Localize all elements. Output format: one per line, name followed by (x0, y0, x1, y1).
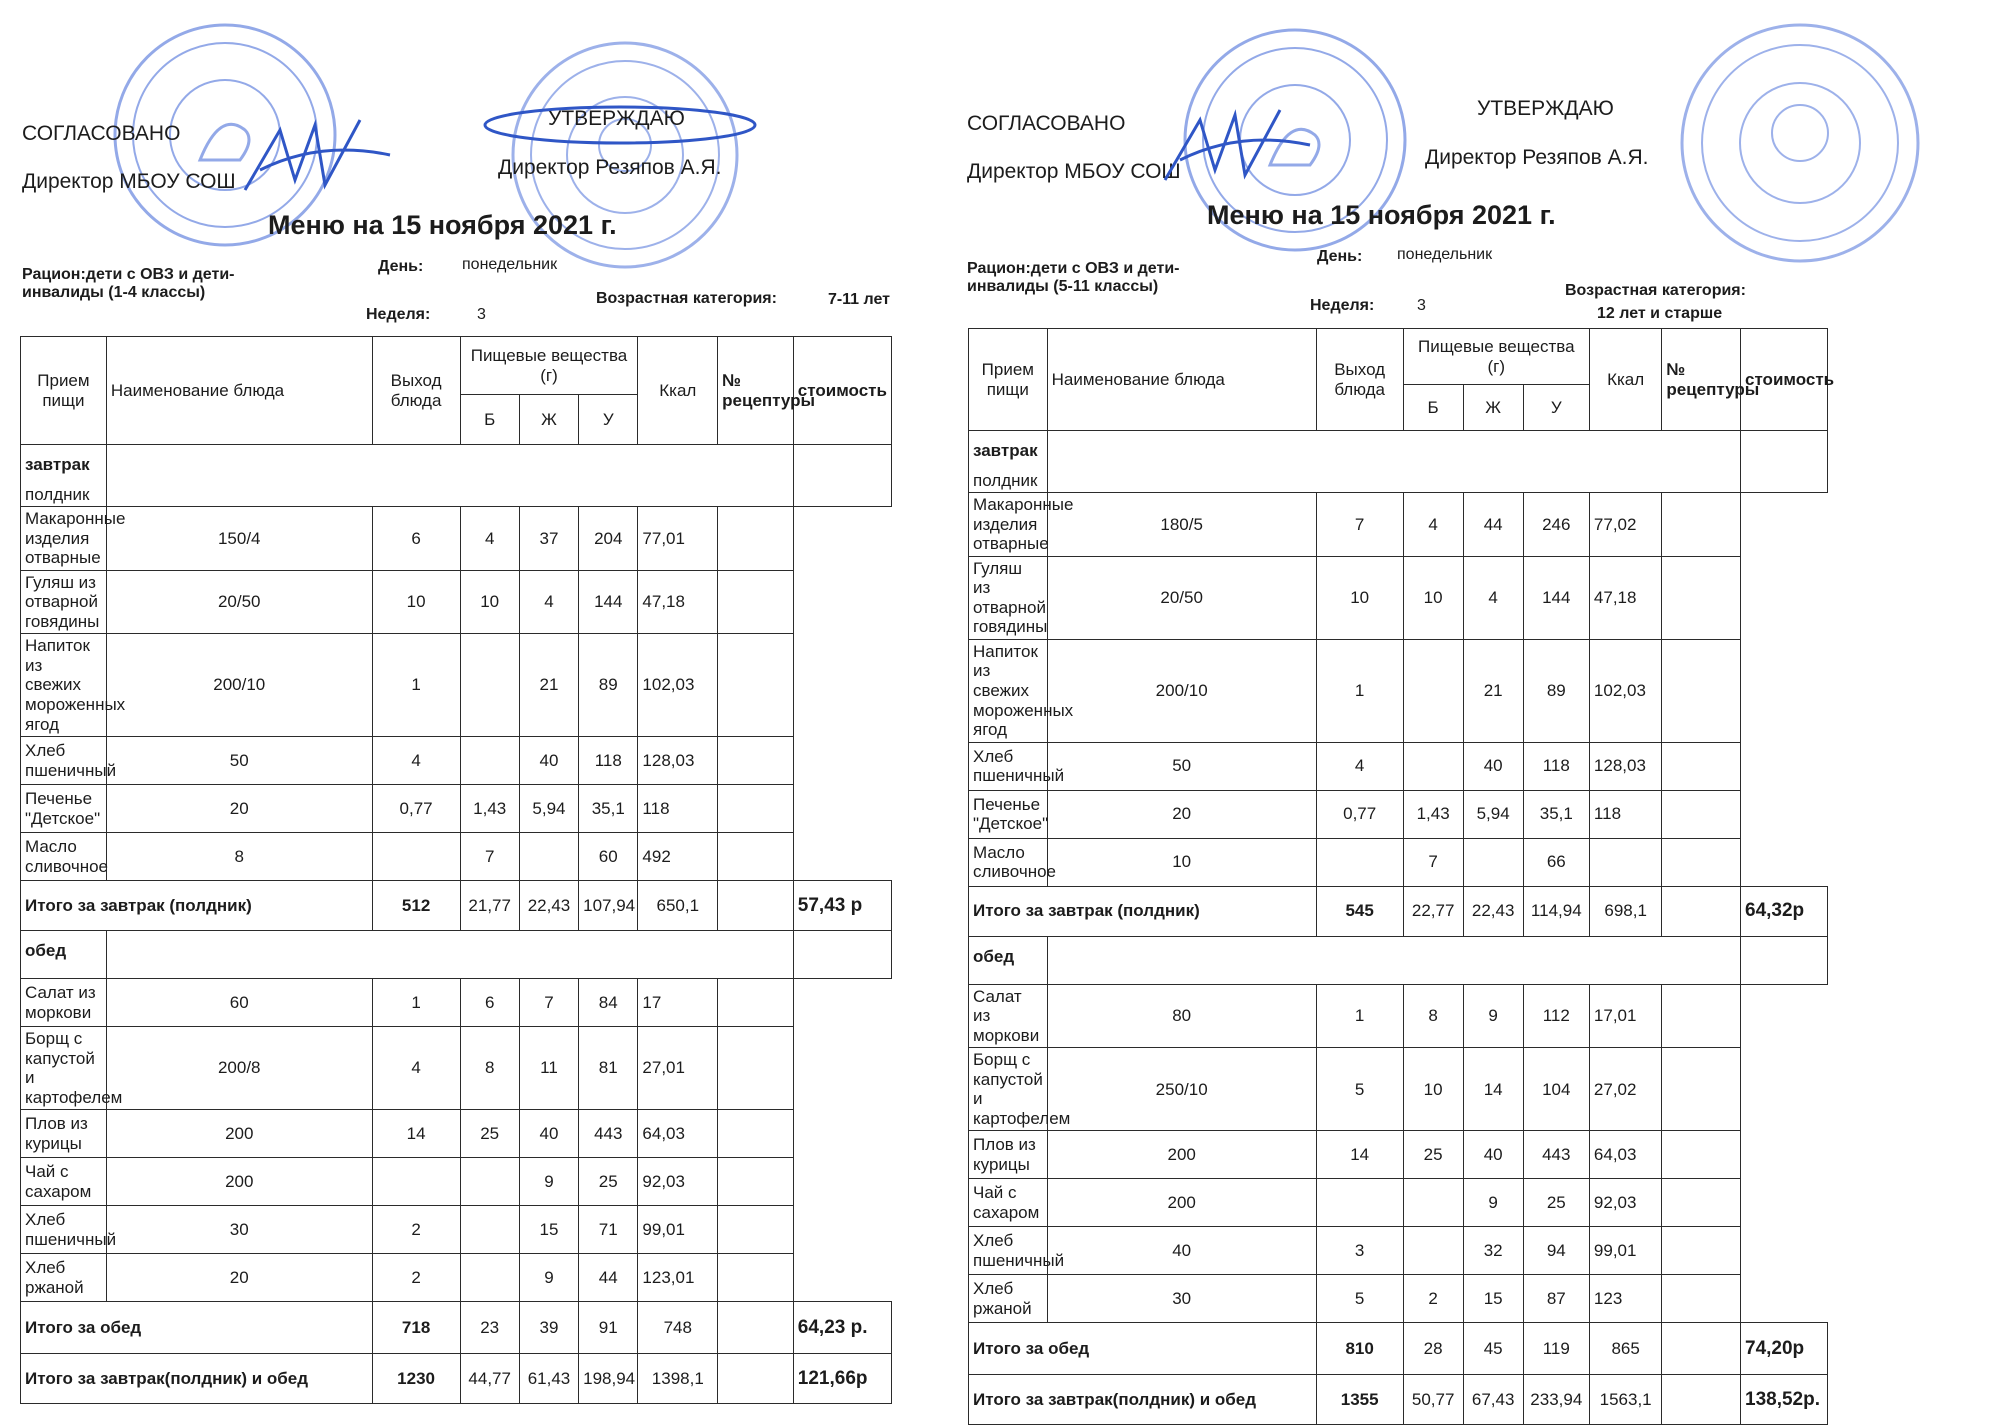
dish-protein (372, 833, 460, 881)
header-recipe: № рецептуры (1662, 329, 1741, 431)
dish-recipe: 64,03 (638, 1110, 718, 1158)
dish-carbs: 5,94 (519, 785, 578, 833)
dish-cost (1662, 639, 1741, 742)
dish-protein (1316, 1179, 1403, 1227)
dish-kcal: 112 (1523, 984, 1589, 1048)
dish-protein: 6 (372, 507, 460, 571)
dish-cost (718, 833, 794, 881)
dish-kcal: 118 (1523, 742, 1589, 790)
dish-fat (1403, 742, 1463, 790)
dish-carbs: 40 (519, 737, 578, 785)
dish-kcal: 144 (1523, 556, 1589, 639)
age-value: 12 лет и старше (1597, 305, 1723, 322)
header-u: У (579, 395, 638, 445)
dish-fat: 8 (460, 1027, 519, 1110)
dish-kcal: 89 (1523, 639, 1589, 742)
dish-recipe: 77,01 (638, 507, 718, 571)
ration-label: Рацион:дети с ОВЗ и дети-инвалиды (1-4 классы) (22, 266, 235, 302)
dish-carbs: 40 (1463, 1131, 1523, 1179)
dish-kcal: 246 (1523, 493, 1589, 557)
dish-protein: 0,77 (372, 785, 460, 833)
week-label: Неделя: (366, 306, 431, 323)
dish-protein: 2 (372, 1206, 460, 1254)
dish-fat (1403, 639, 1463, 742)
header-nutrients: Пищевые вещества (г) (460, 337, 638, 395)
table-row (969, 838, 1828, 886)
dish-protein: 1 (372, 979, 460, 1027)
dish-cost (1662, 1048, 1741, 1131)
dish-fat: 2 (1403, 1275, 1463, 1323)
table-row (21, 634, 892, 737)
dish-fat: 10 (460, 570, 519, 634)
dish-fat: 25 (1403, 1131, 1463, 1179)
day-value: понедельник (1397, 246, 1493, 263)
dish-protein: 5 (1316, 1275, 1403, 1323)
dish-recipe: 492 (638, 833, 718, 881)
dish-carbs: 9 (519, 1158, 578, 1206)
dish-name: Салат из моркови (21, 979, 107, 1027)
dish-recipe: 118 (1589, 790, 1661, 838)
dish-fat: 1,43 (1403, 790, 1463, 838)
dish-kcal: 35,1 (1523, 790, 1589, 838)
table-row (969, 556, 1828, 639)
dish-recipe: 27,02 (1589, 1048, 1661, 1131)
header-nutrients: Пищевые вещества (г) (1403, 329, 1589, 385)
dish-kcal: 25 (1523, 1179, 1589, 1227)
header-cost: стоимость (1741, 329, 1828, 431)
dish-carbs: 15 (1463, 1275, 1523, 1323)
dish-protein: 10 (372, 570, 460, 634)
grand-total-row: Итого за завтрак(полдник) и обед 1230 44,77 61,43 198,94 1398,1 121,66р (21, 1354, 892, 1404)
age-value: 7-11 лет (827, 291, 890, 308)
dish-kcal: 104 (1523, 1048, 1589, 1131)
table-row (21, 507, 892, 571)
header-recipe: № рецептуры (718, 337, 794, 445)
total-row: Итого за завтрак (полдник) 545 22,77 22,43 114,94 698,1 64,32р (969, 886, 1828, 936)
dish-fat: 10 (1403, 1048, 1463, 1131)
dish-protein (1316, 838, 1403, 886)
table-row (21, 1110, 892, 1158)
dish-fat: 25 (460, 1110, 519, 1158)
dish-protein: 1 (372, 634, 460, 737)
dish-recipe: 123 (1589, 1275, 1661, 1323)
dish-carbs: 11 (519, 1027, 578, 1110)
meal-lunch: обед (21, 931, 107, 979)
dish-kcal: 89 (579, 634, 638, 737)
dish-carbs (519, 833, 578, 881)
dish-carbs: 44 (1463, 493, 1523, 557)
table-row (21, 833, 892, 881)
page-title: Меню на 15 ноября 2021 г. (1207, 200, 1556, 230)
dish-cost (718, 1206, 794, 1254)
dish-fat (460, 737, 519, 785)
dish-output: 180/5 (1047, 493, 1316, 557)
meal-breakfast: завтрак полдник (21, 445, 107, 507)
dish-cost (1662, 790, 1741, 838)
dish-fat (460, 634, 519, 737)
header-kcal: Ккал (1589, 329, 1661, 431)
dish-name: Хлеб пшеничный (21, 1206, 107, 1254)
page-title: Меню на 15 ноября 2021 г. (268, 210, 617, 240)
dish-protein: 7 (1316, 493, 1403, 557)
agreed-by-label: Директор МБОУ СОШ (967, 160, 1181, 183)
dish-recipe: 102,03 (638, 634, 718, 737)
header-zh: Ж (1463, 385, 1523, 431)
dish-carbs: 15 (519, 1206, 578, 1254)
signature-icon (240, 110, 400, 205)
dish-cost (718, 785, 794, 833)
dish-recipe: 47,18 (1589, 556, 1661, 639)
dish-carbs: 37 (519, 507, 578, 571)
dish-output: 20 (106, 1254, 372, 1302)
grand-total-row: Итого за завтрак(полдник) и обед 1355 50,77 67,43 233,94 1563,1 138,52р. (969, 1375, 1828, 1425)
ration-label: Рацион:дети с ОВЗ и дети-инвалиды (5-11 классы) (967, 260, 1180, 296)
dish-kcal: 25 (579, 1158, 638, 1206)
dish-fat: 4 (460, 507, 519, 571)
approve-by-label: Директор Резяпов А.Я. (498, 156, 722, 179)
dish-recipe: 27,01 (638, 1027, 718, 1110)
day-label: День: (378, 258, 424, 275)
agreed-label: СОГЛАСОВАНО (967, 112, 1126, 135)
day-label: День: (1317, 248, 1363, 265)
dish-output: 200 (1047, 1131, 1316, 1179)
dish-recipe (1589, 838, 1661, 886)
header-cost: стоимость (793, 337, 891, 445)
dish-output: 20 (106, 785, 372, 833)
header-dish: Наименование блюда (1047, 329, 1316, 431)
dish-fat (460, 1254, 519, 1302)
dish-cost (1662, 1131, 1741, 1179)
dish-cost (1662, 1227, 1741, 1275)
dish-protein: 2 (372, 1254, 460, 1302)
dish-output: 200/10 (1047, 639, 1316, 742)
dish-cost (718, 737, 794, 785)
dish-cost (718, 1158, 794, 1206)
approve-by-label: Директор Резяпов А.Я. (1425, 146, 1649, 169)
dish-fat (1403, 1227, 1463, 1275)
dish-cost (1662, 1275, 1741, 1323)
header-meal: Прием пищи (21, 337, 107, 445)
dish-fat: 8 (1403, 984, 1463, 1048)
table-row (21, 737, 892, 785)
dish-output: 10 (1047, 838, 1316, 886)
dish-protein: 14 (372, 1110, 460, 1158)
table-row (969, 742, 1828, 790)
dish-name: Масло сливочное (969, 838, 1048, 886)
header-meal: Прием пищи (969, 329, 1048, 431)
dish-recipe: 92,03 (638, 1158, 718, 1206)
dish-recipe: 99,01 (638, 1206, 718, 1254)
menu-table (968, 328, 1835, 1425)
dish-recipe: 17,01 (1589, 984, 1661, 1048)
age-label: Возрастная категория: (596, 290, 777, 307)
dish-kcal: 443 (579, 1110, 638, 1158)
dish-output: 80 (1047, 984, 1316, 1048)
dish-name: Борщ с капустой и картофелем (21, 1027, 107, 1110)
dish-protein: 0,77 (1316, 790, 1403, 838)
dish-carbs: 14 (1463, 1048, 1523, 1131)
approve-label: УТВЕРЖДАЮ (1477, 97, 1614, 120)
week-label: Неделя: (1310, 297, 1375, 314)
dish-name: Макаронные изделия отварные (21, 507, 107, 571)
age-label: Возрастная категория: (1565, 282, 1746, 299)
dish-output: 30 (1047, 1275, 1316, 1323)
dish-recipe: 118 (638, 785, 718, 833)
dish-carbs: 9 (1463, 1179, 1523, 1227)
dish-kcal: 81 (579, 1027, 638, 1110)
dish-name: Хлеб ржаной (969, 1275, 1048, 1323)
signature-icon (1160, 100, 1320, 195)
table-row (969, 1275, 1828, 1323)
week-value: 3 (477, 306, 486, 323)
table-row (21, 1206, 892, 1254)
dish-output: 200 (106, 1110, 372, 1158)
menu-document-left (0, 0, 980, 1389)
dish-carbs: 9 (519, 1254, 578, 1302)
dish-output: 20/50 (1047, 556, 1316, 639)
dish-cost (718, 570, 794, 634)
dish-protein: 4 (1316, 742, 1403, 790)
dish-protein (372, 1158, 460, 1206)
dish-name: Гуляш из отварной говядины (21, 570, 107, 634)
table-row (21, 1254, 892, 1302)
dish-protein: 3 (1316, 1227, 1403, 1275)
header-dish: Наименование блюда (106, 337, 372, 445)
dish-recipe: 128,03 (1589, 742, 1661, 790)
dish-name: Макаронные изделия отварные (969, 493, 1048, 557)
dish-kcal: 443 (1523, 1131, 1589, 1179)
dish-carbs: 4 (519, 570, 578, 634)
dish-recipe: 128,03 (638, 737, 718, 785)
dish-output: 50 (106, 737, 372, 785)
dish-output: 30 (106, 1206, 372, 1254)
dish-fat (460, 1158, 519, 1206)
table-row (969, 493, 1828, 557)
director-stamp-icon (1675, 18, 1925, 273)
dish-kcal: 94 (1523, 1227, 1589, 1275)
dish-name: Хлеб пшеничный (21, 737, 107, 785)
table-row (969, 1048, 1828, 1131)
dish-protein: 5 (1316, 1048, 1403, 1131)
header-output: Выход блюда (372, 337, 460, 445)
dish-carbs: 40 (1463, 742, 1523, 790)
dish-carbs: 5,94 (1463, 790, 1523, 838)
dish-output: 60 (106, 979, 372, 1027)
table-row (969, 1227, 1828, 1275)
dish-carbs: 32 (1463, 1227, 1523, 1275)
meal-lunch: обед (969, 936, 1048, 984)
total-row: Итого за обед 810 28 45 119 865 74,20р (969, 1323, 1828, 1375)
dish-kcal: 66 (1523, 838, 1589, 886)
dish-kcal: 35,1 (579, 785, 638, 833)
dish-carbs: 21 (1463, 639, 1523, 742)
dish-name: Чай с сахаром (969, 1179, 1048, 1227)
dish-fat: 7 (460, 833, 519, 881)
dish-cost (1662, 838, 1741, 886)
dish-kcal: 60 (579, 833, 638, 881)
week-value: 3 (1417, 297, 1426, 314)
dish-protein: 1 (1316, 639, 1403, 742)
dish-recipe: 77,02 (1589, 493, 1661, 557)
table-row (969, 790, 1828, 838)
dish-kcal: 84 (579, 979, 638, 1027)
dish-fat: 4 (1403, 493, 1463, 557)
dish-name: Гуляш из отварной говядины (969, 556, 1048, 639)
approve-label: УТВЕРЖДАЮ (548, 107, 685, 130)
table-row (21, 1027, 892, 1110)
day-value: понедельник (462, 256, 558, 273)
dish-name: Печенье "Детское" (21, 785, 107, 833)
table-row (969, 984, 1828, 1048)
dish-recipe: 17 (638, 979, 718, 1027)
dish-kcal: 118 (579, 737, 638, 785)
table-row (21, 1158, 892, 1206)
table-row (21, 570, 892, 634)
dish-cost (1662, 984, 1741, 1048)
dish-protein: 10 (1316, 556, 1403, 639)
table-row (21, 979, 892, 1027)
agreed-label: СОГЛАСОВАНО (22, 122, 181, 145)
dish-fat (460, 1206, 519, 1254)
dish-carbs: 40 (519, 1110, 578, 1158)
dish-fat: 6 (460, 979, 519, 1027)
table-row (969, 1179, 1828, 1227)
dish-name: Масло сливочное (21, 833, 107, 881)
dish-kcal: 204 (579, 507, 638, 571)
dish-name: Напиток из свежих мороженных ягод (21, 634, 107, 737)
dish-protein: 1 (1316, 984, 1403, 1048)
dish-cost (1662, 556, 1741, 639)
dish-output: 250/10 (1047, 1048, 1316, 1131)
menu-table (20, 336, 892, 1404)
dish-kcal: 144 (579, 570, 638, 634)
dish-name: Плов из курицы (21, 1110, 107, 1158)
dish-cost (1662, 493, 1741, 557)
dish-cost (718, 507, 794, 571)
dish-carbs: 21 (519, 634, 578, 737)
table-row (969, 1131, 1828, 1179)
dish-output: 200 (106, 1158, 372, 1206)
dish-cost (1662, 1179, 1741, 1227)
dish-recipe: 123,01 (638, 1254, 718, 1302)
dish-name: Борщ с капустой и картофелем (969, 1048, 1048, 1131)
dish-cost (718, 1027, 794, 1110)
dish-carbs (1463, 838, 1523, 886)
dish-name: Хлеб ржаной (21, 1254, 107, 1302)
dish-cost (718, 979, 794, 1027)
dish-recipe: 64,03 (1589, 1131, 1661, 1179)
dish-recipe: 99,01 (1589, 1227, 1661, 1275)
header-u: У (1523, 385, 1589, 431)
meal-breakfast: завтрак полдник (969, 431, 1048, 493)
dish-kcal: 44 (579, 1254, 638, 1302)
table-row (969, 639, 1828, 742)
header-b: Б (460, 395, 519, 445)
total-row: Итого за завтрак (полдник) 512 21,77 22,43 107,94 650,1 57,43 р (21, 881, 892, 931)
header-b: Б (1403, 385, 1463, 431)
dish-name: Чай с сахаром (21, 1158, 107, 1206)
dish-output: 20 (1047, 790, 1316, 838)
dish-cost (718, 1110, 794, 1158)
dish-name: Хлеб пшеничный (969, 742, 1048, 790)
dish-output: 200/10 (106, 634, 372, 737)
dish-name: Печенье "Детское" (969, 790, 1048, 838)
dish-fat: 10 (1403, 556, 1463, 639)
dish-carbs: 4 (1463, 556, 1523, 639)
agreed-by-label: Директор МБОУ СОШ (22, 170, 236, 193)
dish-name: Плов из курицы (969, 1131, 1048, 1179)
dish-name: Хлеб пшеничный (969, 1227, 1048, 1275)
menu-document-right (955, 0, 1935, 1411)
table-row (21, 785, 892, 833)
dish-cost (718, 634, 794, 737)
dish-carbs: 9 (1463, 984, 1523, 1048)
header-output: Выход блюда (1316, 329, 1403, 431)
header-kcal: Ккал (638, 337, 718, 445)
dish-recipe: 47,18 (638, 570, 718, 634)
dish-output: 200 (1047, 1179, 1316, 1227)
dish-name: Салат из моркови (969, 984, 1048, 1048)
dish-fat: 1,43 (460, 785, 519, 833)
dish-carbs: 7 (519, 979, 578, 1027)
dish-kcal: 87 (1523, 1275, 1589, 1323)
dish-protein: 4 (372, 1027, 460, 1110)
dish-output: 200/8 (106, 1027, 372, 1110)
dish-recipe: 102,03 (1589, 639, 1661, 742)
dish-fat (1403, 1179, 1463, 1227)
header-zh: Ж (519, 395, 578, 445)
dish-output: 20/50 (106, 570, 372, 634)
dish-recipe: 92,03 (1589, 1179, 1661, 1227)
dish-protein: 4 (372, 737, 460, 785)
dish-output: 40 (1047, 1227, 1316, 1275)
dish-kcal: 71 (579, 1206, 638, 1254)
dish-name: Напиток из свежих мороженных ягод (969, 639, 1048, 742)
dish-output: 8 (106, 833, 372, 881)
total-row: Итого за обед 718 23 39 91 748 64,23 р. (21, 1302, 892, 1354)
dish-fat: 7 (1403, 838, 1463, 886)
dish-output: 150/4 (106, 507, 372, 571)
dish-cost (1662, 742, 1741, 790)
dish-cost (718, 1254, 794, 1302)
dish-protein: 14 (1316, 1131, 1403, 1179)
dish-output: 50 (1047, 742, 1316, 790)
